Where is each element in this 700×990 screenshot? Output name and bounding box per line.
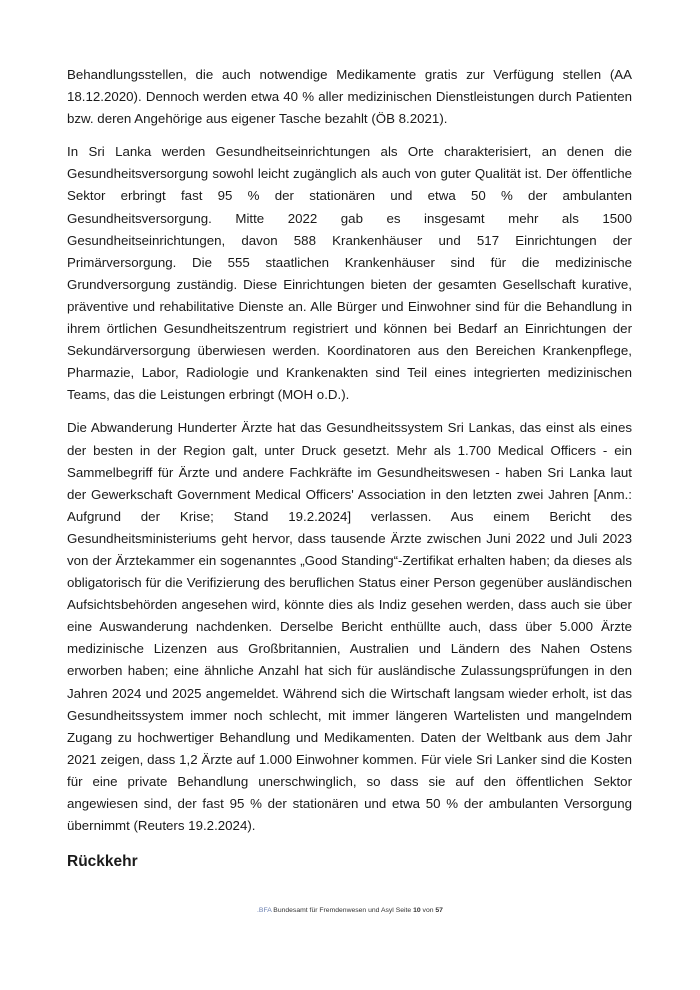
paragraph: Behandlungsstellen, die auch notwendige Medikamente gratis zur Verfügung stellen (AA 18.12.2020). Dennoch werden etwa 40 % aller medizinischen Dienstleistungen durch Patienten bzw. deren Angehörige aus eigener Tasche bezahlt (ÖB 8.2021). bbox=[67, 67, 632, 127]
footer-page-total: 57 bbox=[435, 907, 443, 914]
section-heading: Rückkehr bbox=[67, 853, 138, 871]
footer-of-label: von bbox=[422, 907, 434, 914]
paragraph: In Sri Lanka werden Gesundheitseinrichtungen als Orte charakterisiert, an denen die Gesundheitsversorgung sowohl leicht zugänglich als auch von guter Qualität ist. Der öffentliche Sektor erbringt fast 95 % der stationären und etwa 50 % der ambulanten Gesundheitsversorgung. Mitte 2022 gab es insgesamt mehr als 1500 Gesundheitseinrichtungen, davon 588 Krankenhäuser und 517 Einrichtungen der Primärversorgung. Die 555 staatlichen Krankenhäuser sind für die medizinische Grundversorgung zuständig. Diese Einrichtungen bieten der gesamten Gesellschaft kurative, präventive und rehabilitative Dienste an. Alle Bürger und Einwohner sind für die Behandlung in ihrem örtlichen Gesundheitszentrum registriert und können bei Bedarf an Einrichtungen der Sekundärversorgung überwiesen werden. Koordinatoren aus den Bereichen Krankenpflege, Pharmazie, Labor, Radiologie und Krankenakten sind Teil eines integrierten medizinischen Teams, das die Leistungen erbringt (MOH o.D.). bbox=[67, 144, 632, 403]
footer-page-current: 10 bbox=[413, 907, 421, 914]
footer-page-label: Seite bbox=[395, 907, 412, 914]
bfa-logo: .BFA bbox=[257, 907, 272, 914]
page-footer bbox=[0, 907, 700, 914]
document-page bbox=[67, 64, 632, 873]
footer-organization: Bundesamt für Fremdenwesen und Asyl bbox=[273, 907, 394, 914]
paragraph: Die Abwanderung Hunderter Ärzte hat das Gesundheitssystem Sri Lankas, das einst als eines der besten in der Region galt, unter Druck gesetzt. Mehr als 1.700 Medical Officers - ein Sammelbegriff für Ärzte und andere Fachkräfte im Gesundheitswesen - haben Sri Lanka laut der Gewerkschaft Government Medical Officers' Association in den letzten zwei Jahren [Anm.: Aufgrund der Krise; Stand 19.2.2024] verlassen. Aus einem Bericht des Gesundheitsministeriums geht hervor, dass tausende Ärzte zwischen Juni 2022 und Juli 2023 von der Ärztekammer ein sogenanntes „Good Standing“-Zertifikat erhalten haben; da dieses als obligatorisch für die Verifizierung des beruflichen Status einer Person gegenüber ausländischen Aufsichtsbehörden angesehen wird, könnte dies als Indiz gesehen werden, dass auch sie über eine Auswanderung nachdenken. Derselbe Bericht enthüllte auch, dass über 5.000 Ärzte medizinische Lizenzen aus Großbritannien, Australien und Ländern des Nahen Ostens erworben haben; eine ähnliche Anzahl hat sich für ausländische Zulassungsprüfungen in den Jahren 2024 und 2025 angemeldet. Während sich die Wirtschaft langsam wieder erholt, ist das Gesundheitssystem immer noch schlecht, mit immer längeren Wartelisten und mangelndem Zugang zu hochwertiger Behandlung und Medikamenten. Daten der Weltbank aus dem Jahr 2021 zeigen, dass 1,2 Ärzte auf 1.000 Einwohner kommen. Für viele Sri Lanker sind die Kosten für eine private Behandlung unerschwinglich, so dass sie auf den öffentlichen Sektor angewiesen sind, der fast 95 % der stationären und etwa 50 % der ambulanten Versorgung übernimmt (Reuters 19.2.2024). bbox=[67, 420, 632, 834]
